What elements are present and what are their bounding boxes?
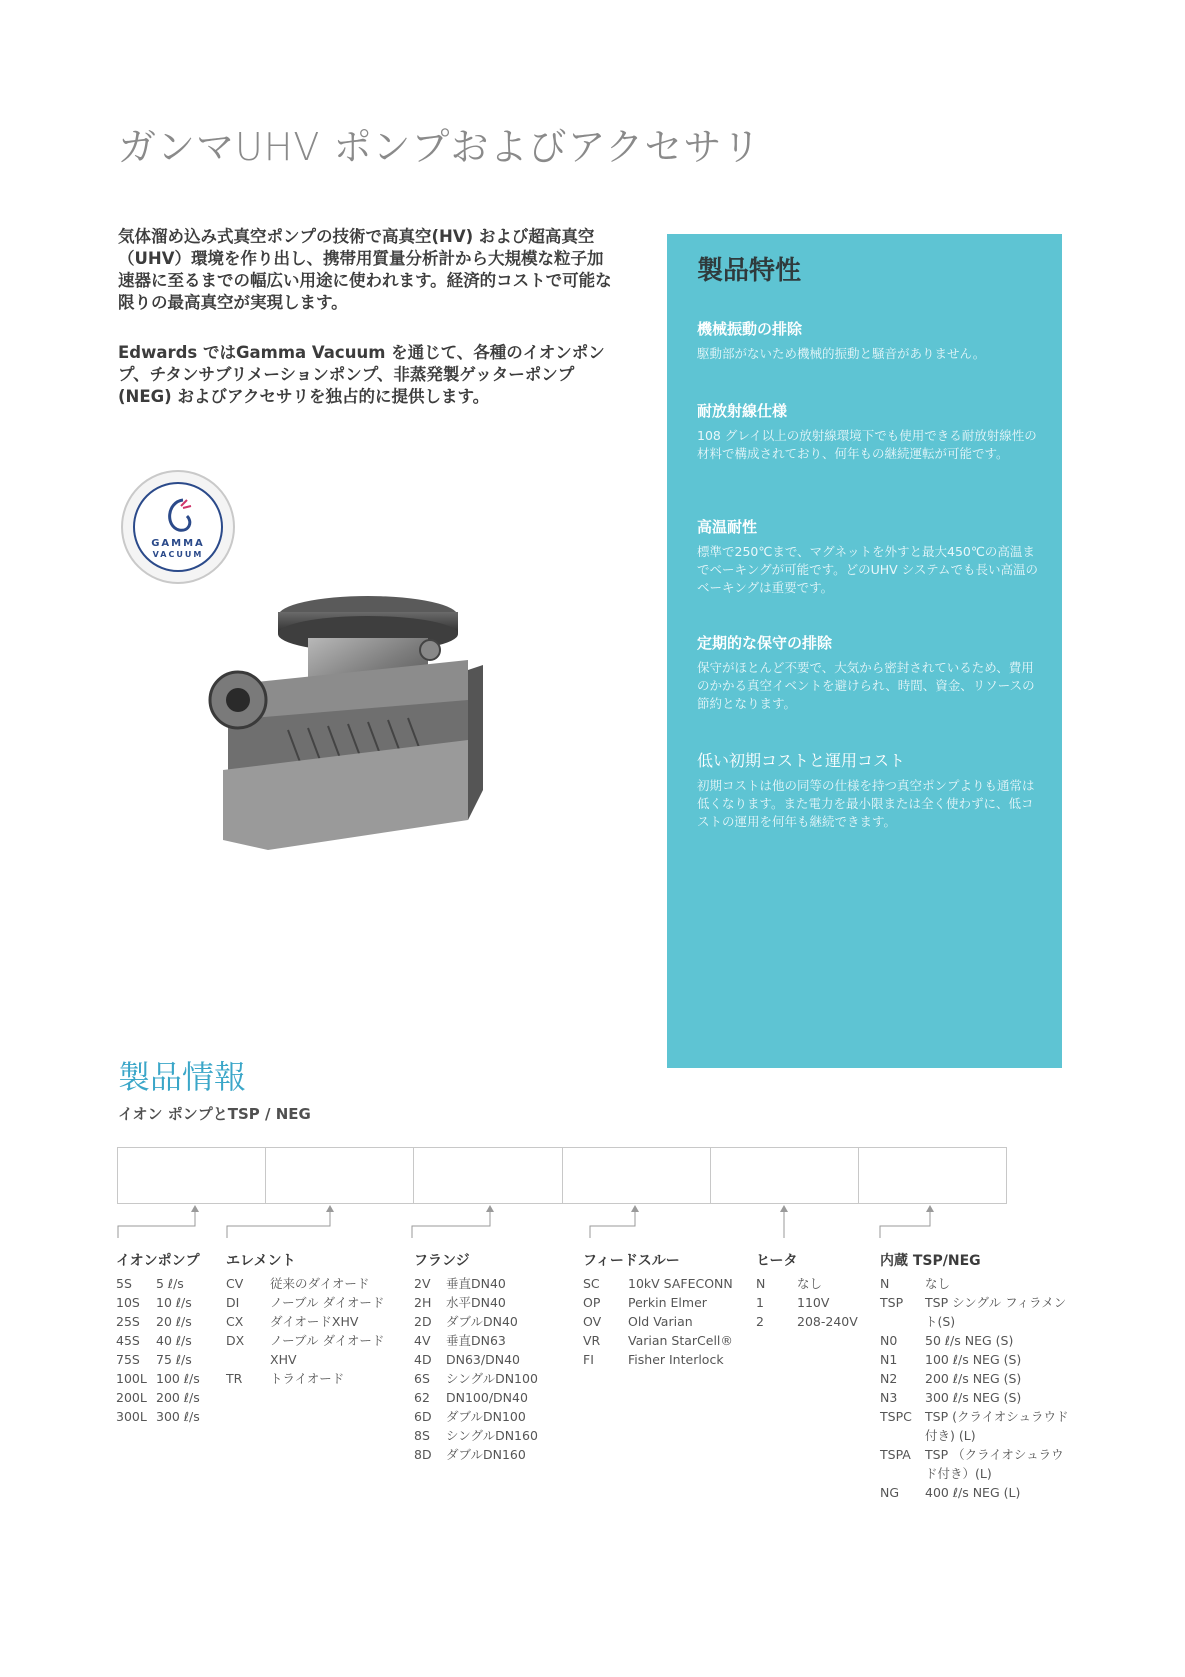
intro-paragraph-1: 気体溜め込み式真空ポンプの技術で高真空(HV) および超高真空（UHV）環境を作り出し、携帯用質量分析計から大規模な粒子加速器に至るまでの幅広い用途に使われます。経済的コストで可能な限りの最高真空が実現します。 — [118, 227, 612, 312]
option-code: OP — [583, 1295, 601, 1310]
option-description: 10 ℓ/s — [156, 1295, 192, 1310]
option-description: 200 ℓ/s NEG (S) — [925, 1371, 1022, 1386]
option-description: トライオード — [270, 1371, 345, 1386]
option-description: DN100/DN40 — [446, 1390, 528, 1405]
option-row — [414, 1407, 556, 1426]
option-description: 100 ℓ/s NEG (S) — [925, 1352, 1022, 1367]
option-row — [583, 1293, 738, 1312]
option-row — [880, 1388, 1075, 1407]
option-row — [116, 1350, 226, 1369]
page-title: ガンマUHV ポンプおよびアクセサリ — [118, 125, 762, 169]
product-info-subtitle: イオン ポンプとTSP / NEG — [118, 1105, 311, 1123]
option-description: 300 ℓ/s — [156, 1409, 200, 1424]
option-description: シングルDN100 — [446, 1371, 538, 1386]
option-description: シングルDN160 — [446, 1428, 538, 1443]
option-row — [880, 1293, 1075, 1331]
feature-heading: 耐放射線仕様 — [697, 402, 788, 420]
option-code: 6D — [414, 1409, 432, 1424]
option-code: CX — [226, 1314, 244, 1329]
option-row — [756, 1312, 867, 1331]
option-code: 6S — [414, 1371, 430, 1386]
option-code: 8D — [414, 1447, 432, 1462]
option-code: 62 — [414, 1390, 430, 1405]
logo-line-2: VACUUM — [152, 550, 204, 559]
feature-text: 駆動部がないため機械的振動と騒音がありません。 — [697, 346, 986, 361]
product-info-title: 製品情報 — [118, 1058, 247, 1096]
logo-line-1: GAMMA — [151, 538, 205, 549]
option-row — [583, 1331, 738, 1350]
option-description: ノーブル ダイオード — [270, 1295, 385, 1310]
option-code: NG — [880, 1485, 900, 1500]
option-row — [583, 1274, 738, 1293]
option-code: 4V — [414, 1333, 431, 1348]
option-description: TSP シングル フィラメント(S) — [925, 1295, 1067, 1329]
option-description: 従来のダイオード — [270, 1276, 370, 1291]
features-title: 製品特性 — [697, 256, 802, 286]
option-code: N3 — [880, 1390, 898, 1405]
option-row — [414, 1274, 556, 1293]
option-description: 100 ℓ/s — [156, 1371, 200, 1386]
column-element — [226, 1250, 390, 1388]
option-row — [414, 1312, 556, 1331]
option-row — [414, 1445, 556, 1464]
option-code: FI — [583, 1352, 594, 1367]
column-heading: イオンポンプ — [116, 1253, 200, 1269]
option-row — [116, 1388, 226, 1407]
option-description: 垂直DN63 — [446, 1333, 506, 1348]
option-code: 2H — [414, 1295, 432, 1310]
column-ion-pump — [116, 1250, 226, 1426]
option-description: 垂直DN40 — [446, 1276, 506, 1291]
option-row — [414, 1388, 556, 1407]
option-row — [756, 1274, 867, 1293]
option-row — [116, 1331, 226, 1350]
option-row — [880, 1274, 1075, 1293]
option-row — [414, 1293, 556, 1312]
option-row — [880, 1350, 1075, 1369]
option-description: 10kV SAFECONN — [628, 1276, 733, 1291]
feature-heading: 定期的な保守の排除 — [697, 634, 833, 652]
column-heading: 内蔵 TSP/NEG — [880, 1253, 981, 1269]
option-code: 2D — [414, 1314, 432, 1329]
option-code: DX — [226, 1333, 245, 1348]
feature-text: 初期コストは他の同等の仕様を持つ真空ポンプよりも通常は低くなります。また電力を最小限または全く使わずに、低コストの運用を何年も継続できます。 — [697, 778, 1035, 829]
option-code: 100L — [116, 1371, 147, 1386]
option-row — [880, 1483, 1075, 1502]
option-row — [414, 1331, 556, 1350]
option-description: ダブルDN100 — [446, 1409, 526, 1424]
option-description: 300 ℓ/s NEG (S) — [925, 1390, 1022, 1405]
option-description: ダブルDN160 — [446, 1447, 526, 1462]
option-description: ダブルDN40 — [446, 1314, 518, 1329]
option-code: TR — [226, 1371, 243, 1386]
option-code: 300L — [116, 1409, 147, 1424]
option-code: 5S — [116, 1276, 132, 1291]
column-heading: エレメント — [226, 1253, 296, 1269]
option-code: 8S — [414, 1428, 430, 1443]
option-code: N — [880, 1276, 890, 1291]
option-row — [226, 1293, 390, 1312]
intro-paragraph-2: Edwards ではGamma Vacuum を通じて、各種のイオンポンプ、チタンサブリメーションポンプ、非蒸発製ゲッターポンプ(NEG) およびアクセサリを独占的に提供します。 — [118, 343, 605, 406]
option-code: 45S — [116, 1333, 140, 1348]
option-row — [880, 1445, 1075, 1483]
option-code: 2 — [756, 1314, 764, 1329]
option-code: 200L — [116, 1390, 147, 1405]
option-code: TSPA — [880, 1447, 911, 1462]
option-row — [226, 1331, 390, 1369]
option-code: DI — [226, 1295, 240, 1310]
option-description: Old Varian — [628, 1314, 693, 1329]
option-row — [116, 1369, 226, 1388]
option-code: 25S — [116, 1314, 140, 1329]
option-code: SC — [583, 1276, 600, 1291]
option-description: なし — [925, 1276, 951, 1291]
option-row — [414, 1350, 556, 1369]
option-description: ノーブル ダイオード XHV — [270, 1333, 385, 1367]
column-tsp-neg — [880, 1250, 1075, 1502]
option-row — [116, 1293, 226, 1312]
option-description: DN63/DN40 — [446, 1352, 520, 1367]
feature-heading: 高温耐性 — [697, 518, 758, 536]
option-description: 200 ℓ/s — [156, 1390, 200, 1405]
option-row — [756, 1293, 867, 1312]
option-row — [116, 1312, 226, 1331]
option-description: なし — [797, 1276, 823, 1291]
column-feedthrough — [583, 1250, 738, 1369]
option-row — [583, 1312, 738, 1331]
option-code: 10S — [116, 1295, 140, 1310]
option-code: CV — [226, 1276, 244, 1291]
option-row — [226, 1369, 390, 1388]
option-row — [226, 1312, 390, 1331]
feature-text: 108 グレイ以上の放射線環境下でも使用できる耐放射線性の材料で構成されており、何年もの継続運転が可能です。 — [697, 428, 1037, 461]
option-description: Fisher Interlock — [628, 1352, 724, 1367]
option-row — [116, 1274, 226, 1293]
option-row — [116, 1407, 226, 1426]
option-description: 75 ℓ/s — [156, 1352, 192, 1367]
option-row — [880, 1407, 1075, 1445]
option-code: 1 — [756, 1295, 764, 1310]
option-description: 208-240V — [797, 1314, 858, 1329]
option-description: 5 ℓ/s — [156, 1276, 184, 1291]
option-row — [226, 1274, 390, 1293]
option-description: 40 ℓ/s — [156, 1333, 192, 1348]
option-description: TSP (クライオシュラウド付き) (L) — [925, 1409, 1069, 1443]
column-flange — [414, 1250, 556, 1464]
option-code: 4D — [414, 1352, 432, 1367]
option-description: 20 ℓ/s — [156, 1314, 192, 1329]
option-code: N2 — [880, 1371, 898, 1386]
option-description: TSP （クライオシュラウド付き）(L) — [925, 1447, 1064, 1481]
option-row — [414, 1426, 556, 1445]
option-row — [583, 1350, 738, 1369]
column-heater — [756, 1250, 867, 1331]
option-row — [414, 1369, 556, 1388]
option-code: VR — [583, 1333, 601, 1348]
option-code: N — [756, 1276, 766, 1291]
option-code: TSPC — [880, 1409, 912, 1424]
feature-text: 標準で250℃まで、マグネットを外すと最大450℃の高温までベーキングが可能です。どのUHV システムでも長い高温のベーキングは重要です。 — [697, 544, 1038, 595]
option-code: N1 — [880, 1352, 898, 1367]
option-code: 2V — [414, 1276, 431, 1291]
option-description: 50 ℓ/s NEG (S) — [925, 1333, 1014, 1348]
option-description: 水平DN40 — [446, 1295, 506, 1310]
option-description: ダイオードXHV — [270, 1314, 359, 1329]
feature-heading: 機械振動の排除 — [697, 320, 803, 338]
option-row — [880, 1369, 1075, 1388]
option-code: 75S — [116, 1352, 140, 1367]
option-description: Perkin Elmer — [628, 1295, 707, 1310]
column-heading: フィードスルー — [583, 1253, 680, 1269]
option-row — [880, 1331, 1075, 1350]
option-code: N0 — [880, 1333, 898, 1348]
option-description: 400 ℓ/s NEG (L) — [925, 1485, 1021, 1500]
option-code: OV — [583, 1314, 602, 1329]
column-heading: ヒータ — [756, 1253, 798, 1269]
column-heading: フランジ — [414, 1253, 470, 1269]
option-description: Varian StarCell® — [628, 1333, 733, 1348]
option-code: TSP — [880, 1295, 904, 1310]
option-description: 110V — [797, 1295, 830, 1310]
feature-text: 保守がほとんど不要で、大気から密封されているため、費用のかかる真空イベントを避けられ、時間、資金、リソースの節約となります。 — [697, 660, 1035, 711]
feature-heading: 低い初期コストと運用コスト — [697, 751, 906, 770]
